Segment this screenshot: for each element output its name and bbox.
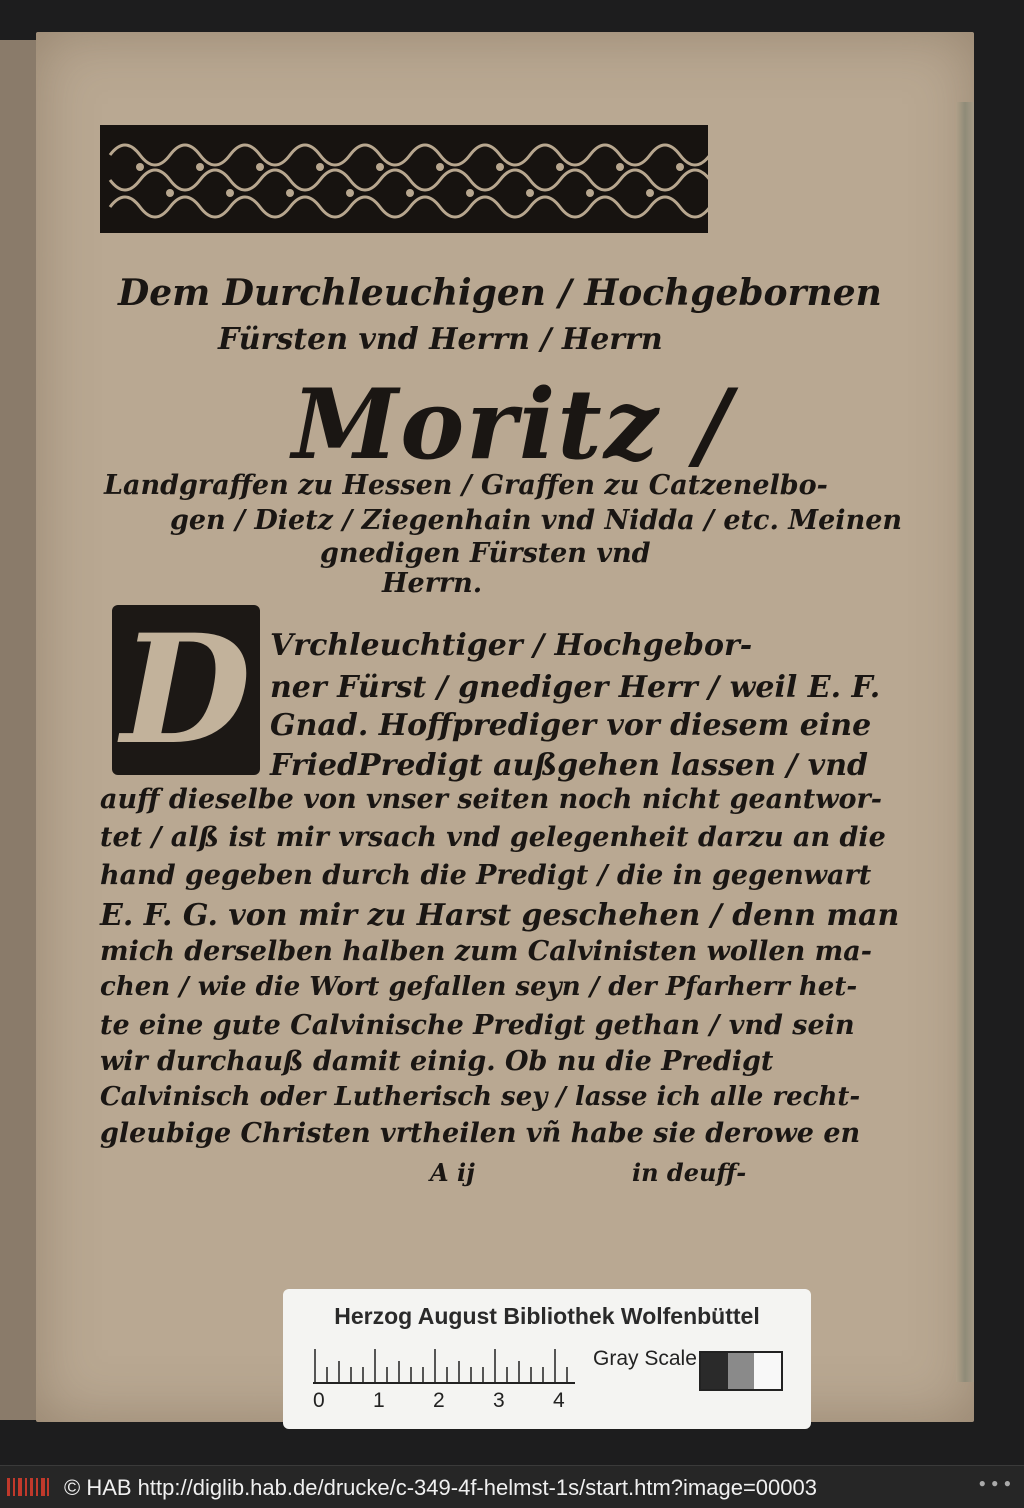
- viewer-footer: [0, 1465, 1024, 1508]
- signature-mark: A ij: [430, 1158, 475, 1187]
- body-line: chen / wie die Wort gefallen seyn / der Pfarherr het-: [100, 972, 858, 1002]
- catchword: in deuff-: [632, 1158, 747, 1187]
- ruler-number: 0: [313, 1389, 325, 1412]
- body-line: gleubige Christen vrtheilen vñ habe sie derowe en: [100, 1118, 861, 1149]
- body-line: FriedPredigt außgehen lassen / vnd: [270, 748, 868, 783]
- library-color-card: [283, 1289, 811, 1429]
- body-line: E. F. G. von mir zu Harst geschehen / denn man: [100, 898, 900, 933]
- gray-swatch-mid: [728, 1353, 755, 1389]
- dedication-heading-line1: Dem Durchleuchigen / Hochgebornen: [118, 272, 882, 314]
- copyright-link[interactable]: © HAB http://diglib.hab.de/drucke/c-349-4f-helmst-1s/start.htm?image=00003: [64, 1475, 817, 1500]
- body-line: te eine gute Calvinische Predigt gethan / vnd sein: [100, 1010, 855, 1041]
- title-line: gen / Dietz / Ziegenhain vnd Nidda / etc. Meinen: [170, 505, 903, 536]
- ornamental-header-band: [100, 125, 708, 233]
- title-line: Landgraffen zu Hessen / Graffen zu Catzenelbo-: [104, 470, 828, 501]
- title-line: gnedigen Fürsten vnd: [320, 538, 651, 569]
- page-right-edge: [956, 102, 974, 1382]
- gray-swatch-light: [754, 1353, 781, 1389]
- ruler-number: 1: [373, 1389, 385, 1412]
- ruler-scale-icon: [313, 1345, 575, 1385]
- dedication-heading-line2: Fürsten vnd Herrn / Herrn: [218, 322, 663, 357]
- ruler-number: 4: [553, 1389, 565, 1412]
- body-line: mich derselben halben zum Calvinisten wollen ma-: [100, 936, 872, 967]
- barcode-logo-icon[interactable]: [6, 1476, 50, 1498]
- gray-scale-swatch: [699, 1351, 783, 1391]
- ruler-number: 3: [493, 1389, 505, 1412]
- ruler-number: 2: [433, 1389, 445, 1412]
- gray-scale-label: Gray Scale: [593, 1347, 697, 1370]
- body-line: Calvinisch oder Lutherisch sey / lasse ich alle recht-: [100, 1082, 861, 1112]
- body-line: wir durchauß damit einig. Ob nu die Predigt: [100, 1046, 774, 1077]
- title-line: Herrn.: [382, 568, 483, 599]
- body-line: Vrchleuchtiger / Hochgebor-: [270, 628, 753, 663]
- body-line: tet / alß ist mir vrsach vnd gelegenheit darzu an die: [100, 822, 886, 853]
- body-line: Gnad. Hoffprediger vor diesem eine: [270, 708, 872, 743]
- body-line: auff dieselbe von vnser seiten noch nicht geantwor-: [100, 784, 882, 815]
- gray-swatch-dark: [701, 1353, 728, 1389]
- body-line: hand gegeben durch die Predigt / die in gegenwart: [100, 860, 872, 891]
- dedicatee-name: Moritz /: [292, 368, 733, 481]
- ornament-pattern-icon: [100, 125, 708, 233]
- previous-page-edge: [0, 40, 40, 1420]
- more-dots-icon[interactable]: ● ● ●: [978, 1476, 1012, 1490]
- library-name: Herzog August Bibliothek Wolfenbüttel: [334, 1303, 760, 1329]
- body-line: ner Fürst / gnediger Herr / weil E. F.: [270, 670, 881, 705]
- decorated-initial: D: [112, 605, 260, 775]
